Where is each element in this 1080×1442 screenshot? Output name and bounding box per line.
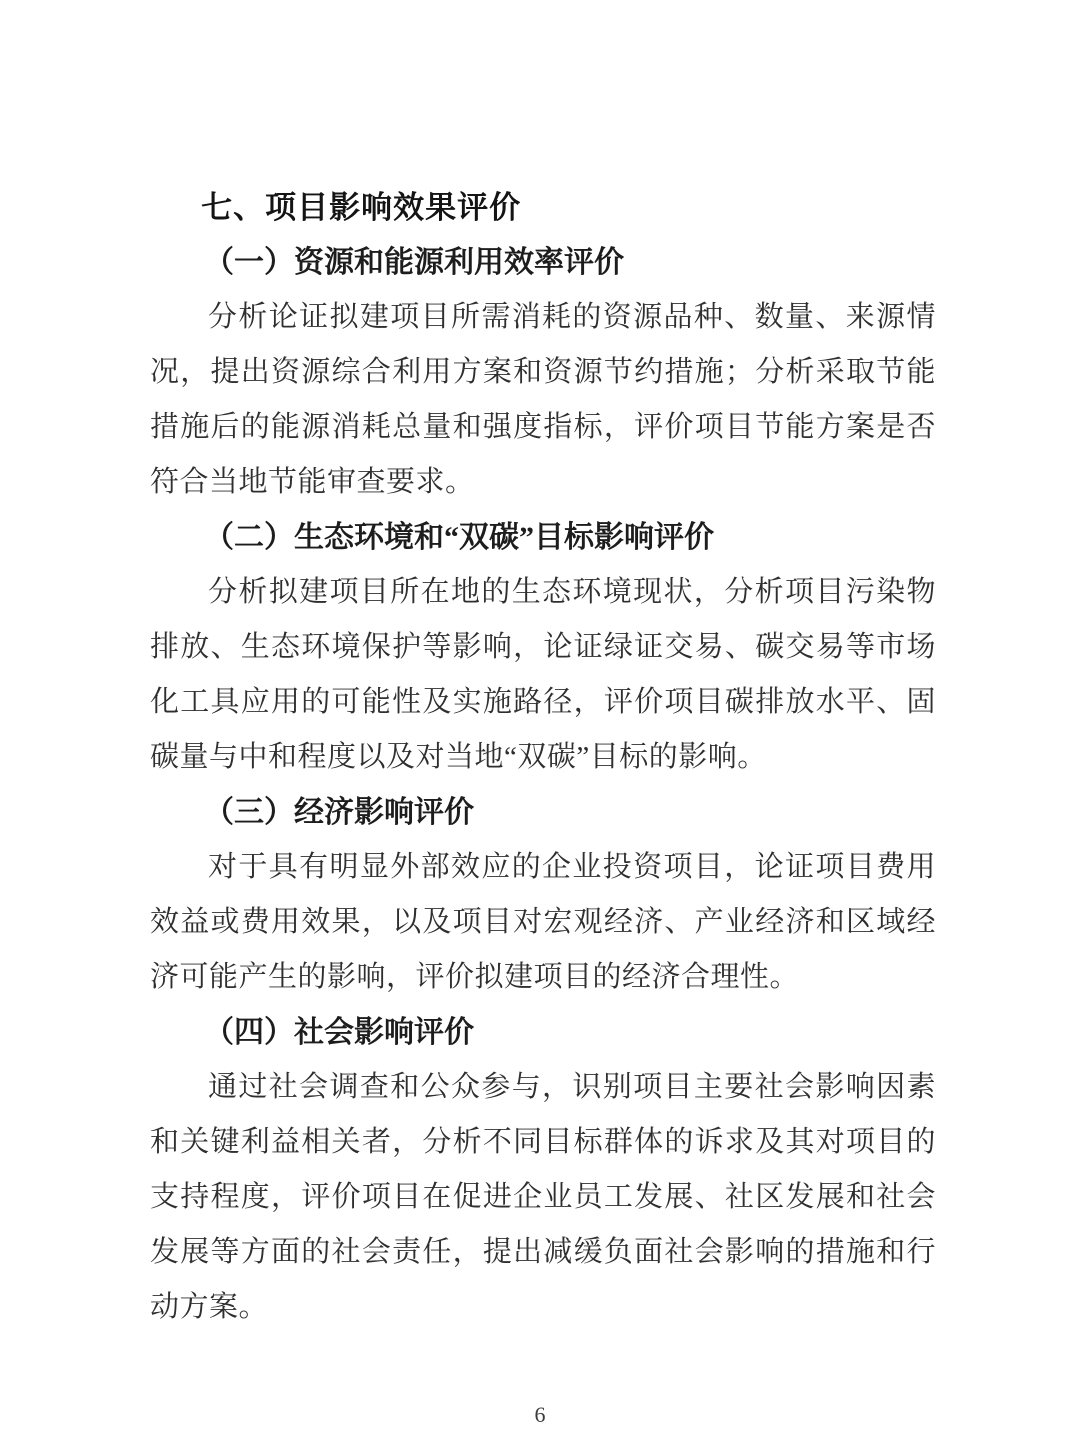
section-resource-energy	[150, 235, 936, 510]
section-heading-social-impact: （四）社会影响评价	[204, 1016, 474, 1049]
section-heading-ecology-carbon: （二）生态环境和“双碳”目标影响评价	[204, 521, 714, 554]
section-heading-resource-energy: （一）资源和能源利用效率评价	[204, 246, 624, 279]
chapter-heading: 七、项目影响效果评价	[201, 190, 522, 225]
page-footer	[0, 1402, 1080, 1428]
document-content	[150, 180, 936, 1335]
paragraph-ecology-carbon: 分析拟建项目所在地的生态环境现状，分析项目污染物排放、生态环境保护等影响，论证绿证交易、碳交易等市场化工具应用的可能性及实施路径，评价项目碳排放水平、固碳量与中和程度以及对当地“双碳”目标的影响。	[150, 576, 936, 773]
paragraph-economic-impact: 对于具有明显外部效应的企业投资项目，论证项目费用效益或费用效果，以及项目对宏观经济、产业经济和区域经济可能产生的影响，评价拟建项目的经济合理性。	[150, 851, 936, 993]
paragraph-resource-energy: 分析论证拟建项目所需消耗的资源品种、数量、来源情况，提出资源综合利用方案和资源节约措施；分析采取节能措施后的能源消耗总量和强度指标，评价项目节能方案是否符合当地节能审查要求。	[150, 301, 936, 498]
section-social-impact	[150, 1005, 936, 1335]
paragraph-social-impact: 通过社会调查和公众参与，识别项目主要社会影响因素和关键利益相关者，分析不同目标群体的诉求及其对项目的支持程度，评价项目在促进企业员工发展、社区发展和社会发展等方面的社会责任，提出减缓负面社会影响的措施和行动方案。	[150, 1071, 936, 1323]
page-number: 6	[534, 1402, 546, 1427]
section-economic-impact	[150, 785, 936, 1005]
section-ecology-carbon	[150, 510, 936, 785]
section-heading-economic-impact: （三）经济影响评价	[204, 796, 474, 829]
